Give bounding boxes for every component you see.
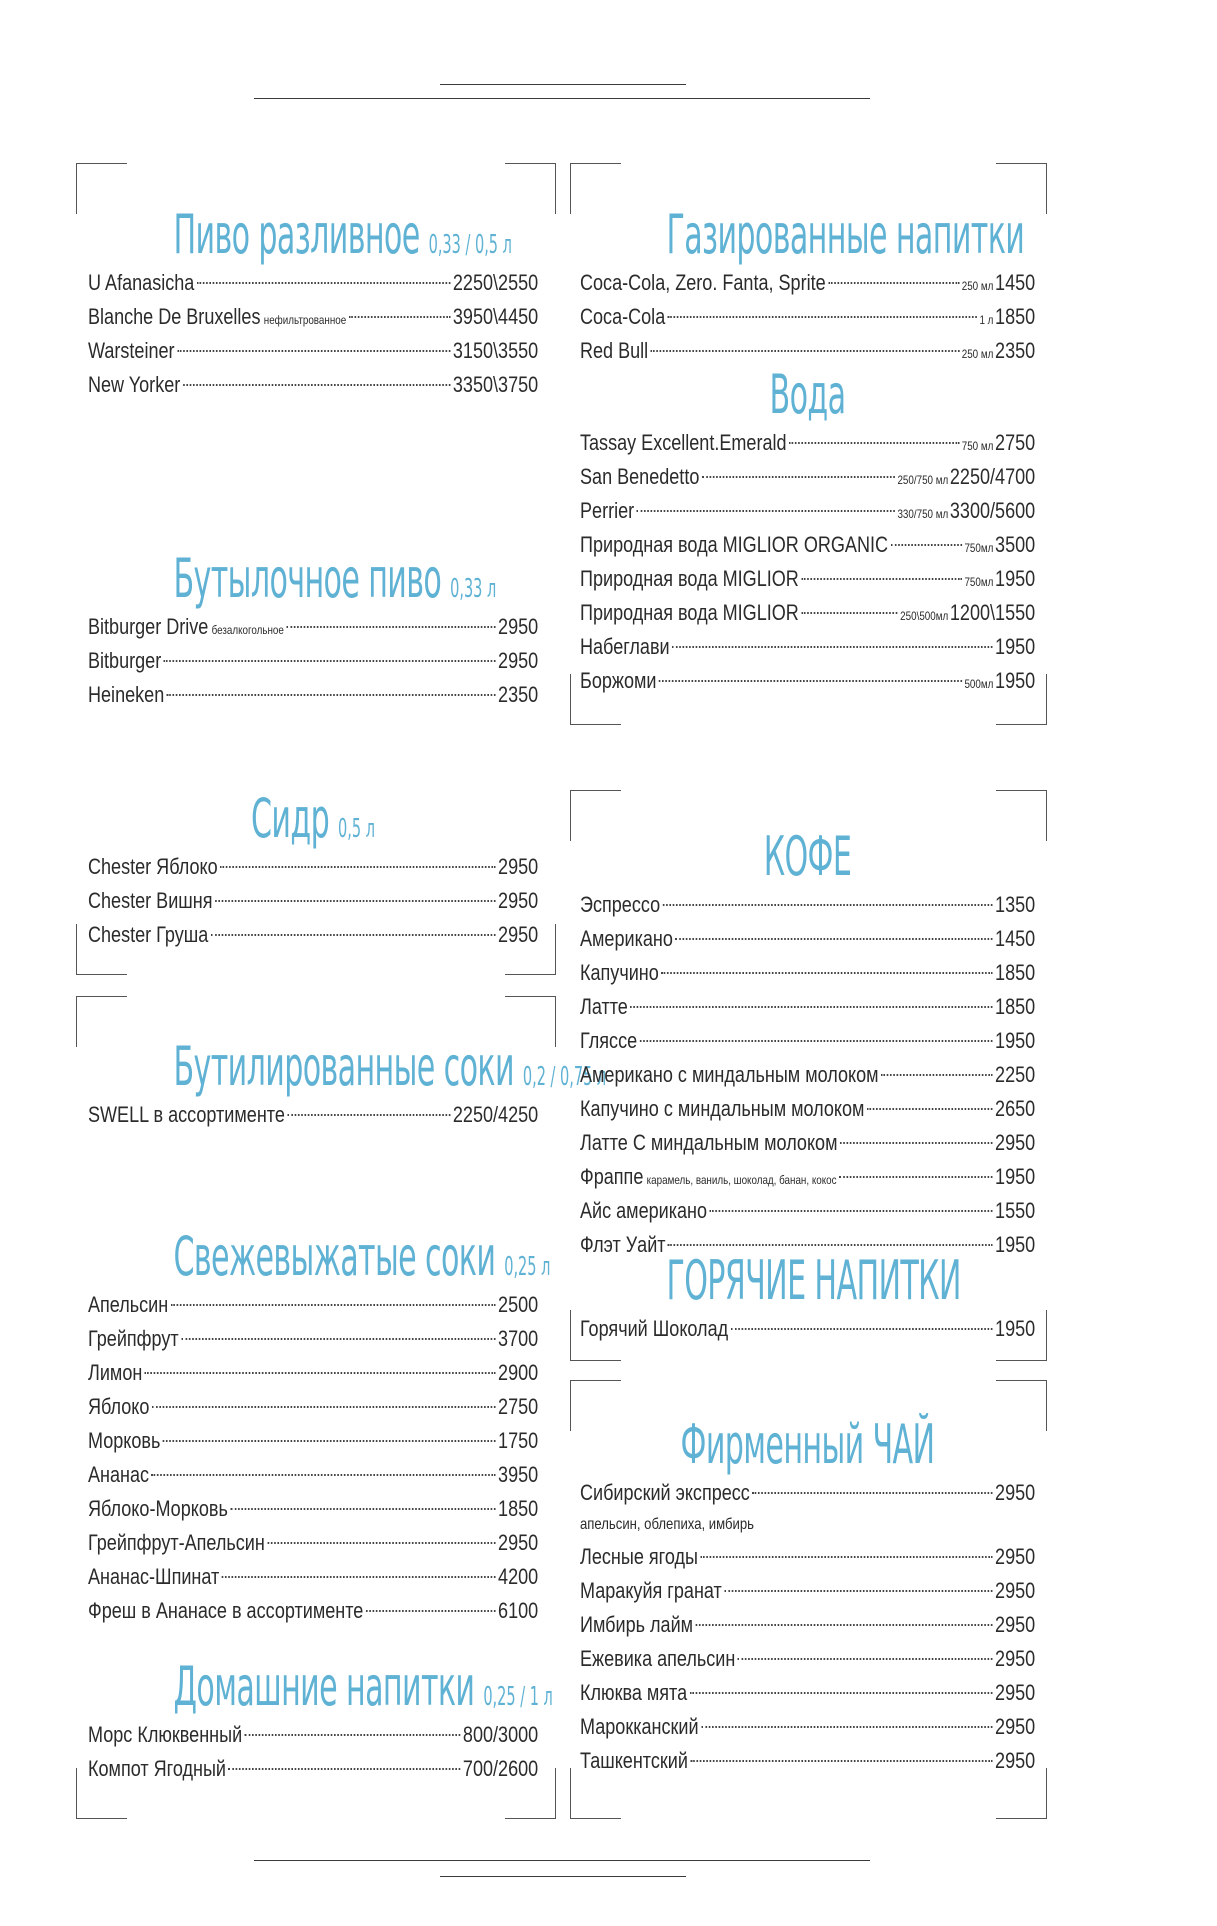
right-column [580, 0, 1035, 1926]
item-name: Боржоми [580, 668, 657, 693]
item-name: Американо [580, 926, 673, 951]
leader-dots [801, 578, 962, 580]
menu-item [88, 266, 538, 300]
menu-item [88, 1098, 538, 1132]
section-title [173, 1035, 607, 1098]
leader-dots [700, 1556, 992, 1558]
item-price: 2950 [995, 1130, 1036, 1155]
item-volume: 250\500мл [900, 609, 949, 623]
item-price: 2250\2550 [452, 270, 539, 295]
item-name: Bitburger [88, 648, 162, 673]
menu-section [580, 363, 1036, 698]
item-name: Айс американо [580, 1198, 708, 1223]
menu-item [580, 1676, 1035, 1710]
leader-dots [731, 1328, 993, 1330]
item-name: Капучино с миндальным молоком [580, 1096, 865, 1121]
item-price: 2500 [498, 1292, 539, 1317]
section-unit: 0,33 л [450, 574, 497, 604]
item-name: Red Bull [580, 338, 649, 363]
leader-dots [222, 1576, 496, 1578]
menu-item [580, 426, 1035, 460]
item-price: 3150\3550 [452, 338, 539, 363]
section-title [666, 203, 1025, 266]
menu-item [580, 300, 1035, 334]
item-name: Blanche De Bruxelles [88, 304, 261, 329]
item-volume: 250 мл [961, 279, 994, 293]
menu-section [88, 547, 539, 712]
item-volume: 250/750 мл [897, 473, 949, 487]
item-name: Tassay Excellent.Emerald [580, 430, 787, 455]
leader-dots [152, 1406, 496, 1408]
menu-item [88, 300, 538, 334]
menu-item [88, 1526, 538, 1560]
item-price: 2950 [995, 1680, 1036, 1705]
menu-item [580, 1642, 1035, 1676]
item-name: Эспрессо [580, 892, 661, 917]
item-price: 2350 [995, 338, 1036, 363]
item-description: апельсин, облепиха, имбирь [580, 1516, 754, 1533]
menu-item [88, 1594, 538, 1628]
item-price: 2950 [498, 922, 539, 947]
section-title-text: Газированные напитки [666, 203, 1025, 266]
item-name: New Yorker [88, 372, 181, 397]
item-price: 1950 [995, 1232, 1036, 1257]
item-name: Компот Ягодный [88, 1756, 227, 1781]
item-price: 2650 [995, 1096, 1036, 1121]
menu-item [580, 1092, 1035, 1126]
item-note: нефильтрованное [263, 313, 347, 327]
section-title-text: Домашние напитки [173, 1655, 475, 1718]
item-price: 1850 [498, 1496, 539, 1521]
leader-dots [152, 1474, 496, 1476]
item-name: Горячий Шоколад [580, 1316, 729, 1341]
leader-dots [710, 1210, 993, 1212]
item-price: 2350 [498, 682, 539, 707]
leader-dots [349, 316, 451, 318]
leader-dots [163, 1440, 496, 1442]
item-name: Coca-Cola, Zero. Fanta, Sprite [580, 270, 826, 295]
item-price: 2950 [995, 1714, 1036, 1739]
leader-dots [828, 282, 959, 284]
leader-dots [366, 1610, 496, 1612]
leader-dots [668, 316, 977, 318]
item-name: Coca-Cola [580, 304, 666, 329]
item-name: Bitburger Drive [88, 614, 209, 639]
leader-dots [637, 510, 895, 512]
item-price: 1200\1550 [949, 600, 1036, 625]
item-price: 1950 [995, 634, 1036, 659]
section-title-text: КОФЕ [763, 825, 852, 888]
menu-item [88, 678, 538, 712]
item-name: Ежевика апельсин [580, 1646, 736, 1671]
leader-dots [789, 442, 959, 444]
item-price: 1950 [995, 1316, 1036, 1341]
item-volume: 750мл [964, 575, 994, 589]
menu-item [580, 1024, 1035, 1058]
item-price: 3300/5600 [949, 498, 1036, 523]
item-name: Американо с миндальным молоком [580, 1062, 879, 1087]
menu-item [580, 596, 1035, 630]
section-title-text: ГОРЯЧИЕ НАПИТКИ [666, 1249, 961, 1312]
item-price: 2950 [995, 1480, 1036, 1505]
leader-dots [197, 282, 451, 284]
leader-dots [640, 1040, 993, 1042]
leader-dots [267, 1542, 495, 1544]
item-price: 2950 [995, 1612, 1036, 1637]
menu-item [88, 884, 538, 918]
item-price: 2950 [498, 614, 539, 639]
leader-dots [220, 866, 495, 868]
item-price: 2250 [995, 1062, 1036, 1087]
item-price: 4200 [498, 1564, 539, 1589]
leader-dots [181, 1338, 495, 1340]
item-price: 1850 [995, 994, 1036, 1019]
menu-item [88, 850, 538, 884]
leader-dots [183, 384, 451, 386]
item-price: 1450 [995, 270, 1036, 295]
item-price: 2950 [498, 1530, 539, 1555]
menu-item [580, 956, 1035, 990]
item-price: 1950 [995, 668, 1036, 693]
leader-dots [663, 904, 993, 906]
item-note: карамель, ваниль, шоколад, банан, кокос [646, 1173, 837, 1187]
leader-dots [690, 1692, 993, 1694]
menu-item [88, 1390, 538, 1424]
menu-section [580, 1413, 1036, 1778]
item-price: 2950 [995, 1646, 1036, 1671]
leader-dots [171, 1304, 496, 1306]
menu-section [580, 825, 1036, 1262]
menu-item [580, 1194, 1035, 1228]
menu-item [88, 1752, 538, 1786]
item-price: 1850 [995, 960, 1036, 985]
item-name: Яблоко [88, 1394, 150, 1419]
leader-dots [881, 1074, 993, 1076]
leader-dots [752, 1492, 992, 1494]
section-title-text: Фирменный ЧАЙ [680, 1413, 935, 1476]
item-name: Яблоко-Морковь [88, 1496, 228, 1521]
item-name: Лимон [88, 1360, 143, 1385]
leader-dots [701, 1726, 993, 1728]
item-price: 2250/4250 [452, 1102, 539, 1127]
item-price: 2750 [995, 430, 1036, 455]
leader-dots [702, 476, 895, 478]
menu-section [88, 1035, 607, 1132]
menu-item [580, 1058, 1035, 1092]
leader-dots [839, 1176, 993, 1178]
menu-section [88, 203, 539, 402]
item-volume: 500мл [964, 677, 994, 691]
leader-dots [287, 1114, 450, 1116]
item-name: Природная вода MIGLIOR [580, 566, 799, 591]
section-title-text: Бутилированные соки [173, 1035, 514, 1098]
item-name: Фраппе [580, 1164, 644, 1189]
menu-item [580, 494, 1035, 528]
item-name: Природная вода MIGLIOR [580, 600, 799, 625]
menu-item [580, 990, 1035, 1024]
item-price: 1850 [995, 304, 1036, 329]
item-volume: 250 мл [961, 347, 994, 361]
menu-item [580, 630, 1035, 664]
item-name: Морковь [88, 1428, 161, 1453]
item-name: Heineken [88, 682, 165, 707]
menu-item [580, 1608, 1035, 1642]
section-unit: 0,25 л [504, 1252, 551, 1282]
item-name: Chester Груша [88, 922, 209, 947]
leader-dots [659, 680, 962, 682]
leader-dots [230, 1508, 495, 1510]
item-price: 700/2600 [462, 1756, 539, 1781]
menu-item [580, 1312, 1035, 1346]
menu-section [88, 1225, 551, 1628]
item-name: Chester Вишня [88, 888, 213, 913]
section-title-text: Сидр [251, 787, 330, 850]
item-note: безалкогольное [211, 623, 284, 637]
leader-dots [630, 1006, 992, 1008]
menu-item [580, 528, 1035, 562]
item-price: 1950 [995, 1028, 1036, 1053]
leader-dots [690, 1760, 992, 1762]
leader-dots [668, 1244, 993, 1246]
item-name: SWELL в ассортименте [88, 1102, 285, 1127]
item-price: 3350\3750 [452, 372, 539, 397]
menu-item [580, 460, 1035, 494]
leader-dots [724, 1590, 992, 1592]
menu-item [88, 1356, 538, 1390]
item-price: 6100 [498, 1598, 539, 1623]
menu-item [580, 888, 1035, 922]
item-price: 3950 [498, 1462, 539, 1487]
item-price: 1550 [995, 1198, 1036, 1223]
leader-dots [228, 1768, 460, 1770]
menu-item [580, 922, 1035, 956]
item-name: Морс Клюквенный [88, 1722, 243, 1747]
menu-item [580, 1540, 1035, 1574]
item-price: 2950 [498, 648, 539, 673]
item-name: Perrier [580, 498, 635, 523]
menu-item [88, 644, 538, 678]
item-name: Ананас-Шпинат [88, 1564, 220, 1589]
item-name: Сибирский экспресс [580, 1480, 750, 1505]
section-title-text: Свежевыжатые соки [173, 1225, 496, 1288]
item-volume: 750мл [964, 541, 994, 555]
item-name: Природная вода MIGLIOR ORGANIC [580, 532, 889, 557]
item-price: 800/3000 [462, 1722, 539, 1747]
leader-dots [696, 1624, 993, 1626]
menu-item [88, 1458, 538, 1492]
menu-item [580, 1744, 1035, 1778]
menu-section [88, 787, 539, 952]
section-title [666, 825, 948, 888]
menu-item [580, 1160, 1035, 1194]
leader-dots [245, 1734, 461, 1736]
menu-item [88, 1492, 538, 1526]
item-price: 1950 [995, 566, 1036, 591]
section-title [173, 547, 497, 610]
menu-item [88, 334, 538, 368]
section-unit: 0,5 л [338, 814, 375, 844]
leader-dots [215, 900, 496, 902]
menu-item [580, 266, 1035, 300]
leader-dots [145, 1372, 496, 1374]
menu-section [580, 1249, 1036, 1346]
item-price: 2950 [995, 1544, 1036, 1569]
item-volume: 1 л [979, 313, 994, 327]
menu-item [580, 562, 1035, 596]
item-name: Маракуйя гранат [580, 1578, 722, 1603]
item-price: 3700 [498, 1326, 539, 1351]
item-price: 2250/4700 [949, 464, 1036, 489]
item-name: Warsteiner [88, 338, 175, 363]
item-name: Флэт Уайт [580, 1232, 666, 1257]
menu-item [88, 1718, 538, 1752]
item-price: 2950 [498, 888, 539, 913]
menu-item [88, 1322, 538, 1356]
item-price: 1750 [498, 1428, 539, 1453]
item-price: 1450 [995, 926, 1036, 951]
leader-dots [867, 1108, 993, 1110]
item-name: Лесные ягоды [580, 1544, 698, 1569]
item-name: Набеглави [580, 634, 670, 659]
menu-item [88, 1424, 538, 1458]
leader-dots [675, 938, 992, 940]
item-name: Капучино [580, 960, 659, 985]
leader-dots [164, 660, 496, 662]
section-title-text: Бутылочное пиво [173, 547, 442, 610]
menu-item [580, 1574, 1035, 1608]
menu-item [88, 1288, 538, 1322]
leader-dots [177, 350, 450, 352]
menu-section [580, 203, 1036, 368]
leader-dots [651, 350, 960, 352]
menu-item [580, 1710, 1035, 1744]
leader-dots [738, 1658, 993, 1660]
section-unit: 0,33 / 0,5 л [428, 230, 512, 260]
item-price: 2750 [498, 1394, 539, 1419]
item-price: 2900 [498, 1360, 539, 1385]
section-title [173, 1225, 551, 1288]
section-title [174, 787, 453, 850]
item-name: Грейпфрут-Апельсин [88, 1530, 265, 1555]
leader-dots [890, 544, 962, 546]
section-title-text: Вода [769, 363, 846, 426]
item-name: Ташкентский [580, 1748, 688, 1773]
leader-dots [167, 694, 496, 696]
menu-item [88, 610, 538, 644]
section-title [666, 1413, 948, 1476]
item-name: Латте [580, 994, 628, 1019]
item-name: Марокканский [580, 1714, 699, 1739]
section-title-text: Пиво разливное [173, 203, 420, 266]
item-price: 2950 [498, 854, 539, 879]
item-name: Латте С миндальным молоком [580, 1130, 838, 1155]
menu-item [580, 664, 1035, 698]
leader-dots [672, 646, 992, 648]
item-name: San Benedetto [580, 464, 700, 489]
item-name: Грейпфрут [88, 1326, 179, 1351]
item-price: 1350 [995, 892, 1036, 917]
item-name: Chester Яблоко [88, 854, 218, 879]
leader-dots [661, 972, 992, 974]
item-volume: 330/750 мл [897, 507, 949, 521]
menu-section [88, 1655, 553, 1786]
leader-dots [211, 934, 496, 936]
section-unit: 0,2 / 0,75 л [522, 1062, 607, 1092]
section-title [666, 1249, 961, 1312]
menu-item [580, 1476, 1035, 1510]
leader-dots [840, 1142, 993, 1144]
section-title [173, 1655, 553, 1718]
section-title [173, 203, 512, 266]
item-price: 2950 [995, 1578, 1036, 1603]
menu-item [88, 368, 538, 402]
item-price: 3950\4450 [452, 304, 539, 329]
item-name: Фреш в Ананасе в ассортименте [88, 1598, 364, 1623]
item-name: Имбирь лайм [580, 1612, 694, 1637]
leader-dots [286, 626, 495, 628]
item-volume: 750 мл [961, 439, 994, 453]
item-name: U Afanasicha [88, 270, 195, 295]
menu-item [88, 1560, 538, 1594]
item-name: Ананас [88, 1462, 150, 1487]
section-title [666, 363, 948, 426]
item-price: 3500 [995, 532, 1036, 557]
section-unit: 0,25 / 1 л [483, 1682, 553, 1712]
item-name: Клюква мята [580, 1680, 688, 1705]
menu-item [580, 1126, 1035, 1160]
item-price: 2950 [995, 1748, 1036, 1773]
menu-item [88, 918, 538, 952]
leader-dots [801, 612, 897, 614]
item-name: Апельсин [88, 1292, 169, 1317]
item-name: Гляссе [580, 1028, 638, 1053]
item-price: 1950 [995, 1164, 1036, 1189]
